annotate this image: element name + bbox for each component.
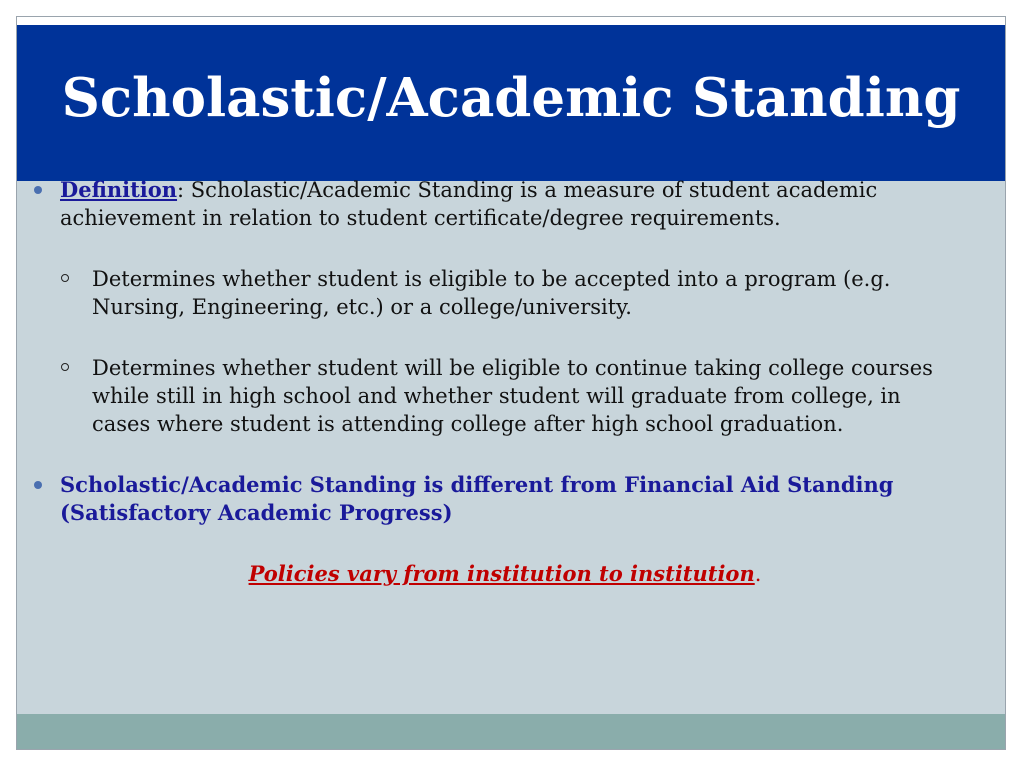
sub-bullet-eligibility xyxy=(30,265,950,321)
policy-note xyxy=(30,560,950,588)
definition-colon: : xyxy=(177,178,185,202)
sub-bullet-text: Determines whether student will be eligible to continue taking college courses while still in high school and whether student will graduate from college, in cases where student is attending college after high school graduation. xyxy=(92,356,933,436)
definition-text: Scholastic/Academic Standing is a measure of student academic achievement in relation to student certificate/degree requirements. xyxy=(60,178,878,230)
bullet-circle-icon xyxy=(61,274,69,282)
bullet-circle-icon xyxy=(61,363,69,371)
difference-text: Scholastic/Academic Standing is different from Financial Aid Standing (Satisfactory Academic Progress) xyxy=(60,472,894,525)
top-strip xyxy=(17,17,1005,25)
policy-text: Policies vary from institution to institution xyxy=(248,561,755,586)
slide-title: Scholastic/Academic Standing xyxy=(61,67,961,129)
bullet-dot-icon xyxy=(34,186,42,194)
sub-bullet-continuation xyxy=(30,354,950,438)
definition-bullet xyxy=(30,176,950,232)
title-bar xyxy=(17,25,1005,181)
policy-period: . xyxy=(754,562,762,586)
slide-content xyxy=(30,176,950,588)
definition-term: Definition xyxy=(60,177,178,202)
difference-bullet xyxy=(30,471,950,527)
sub-bullet-text: Determines whether student is eligible to be accepted into a program (e.g. Nursing, Engineering, etc.) or a college/university. xyxy=(92,267,891,319)
bullet-dot-icon xyxy=(34,481,42,489)
bottom-bar xyxy=(17,714,1005,749)
